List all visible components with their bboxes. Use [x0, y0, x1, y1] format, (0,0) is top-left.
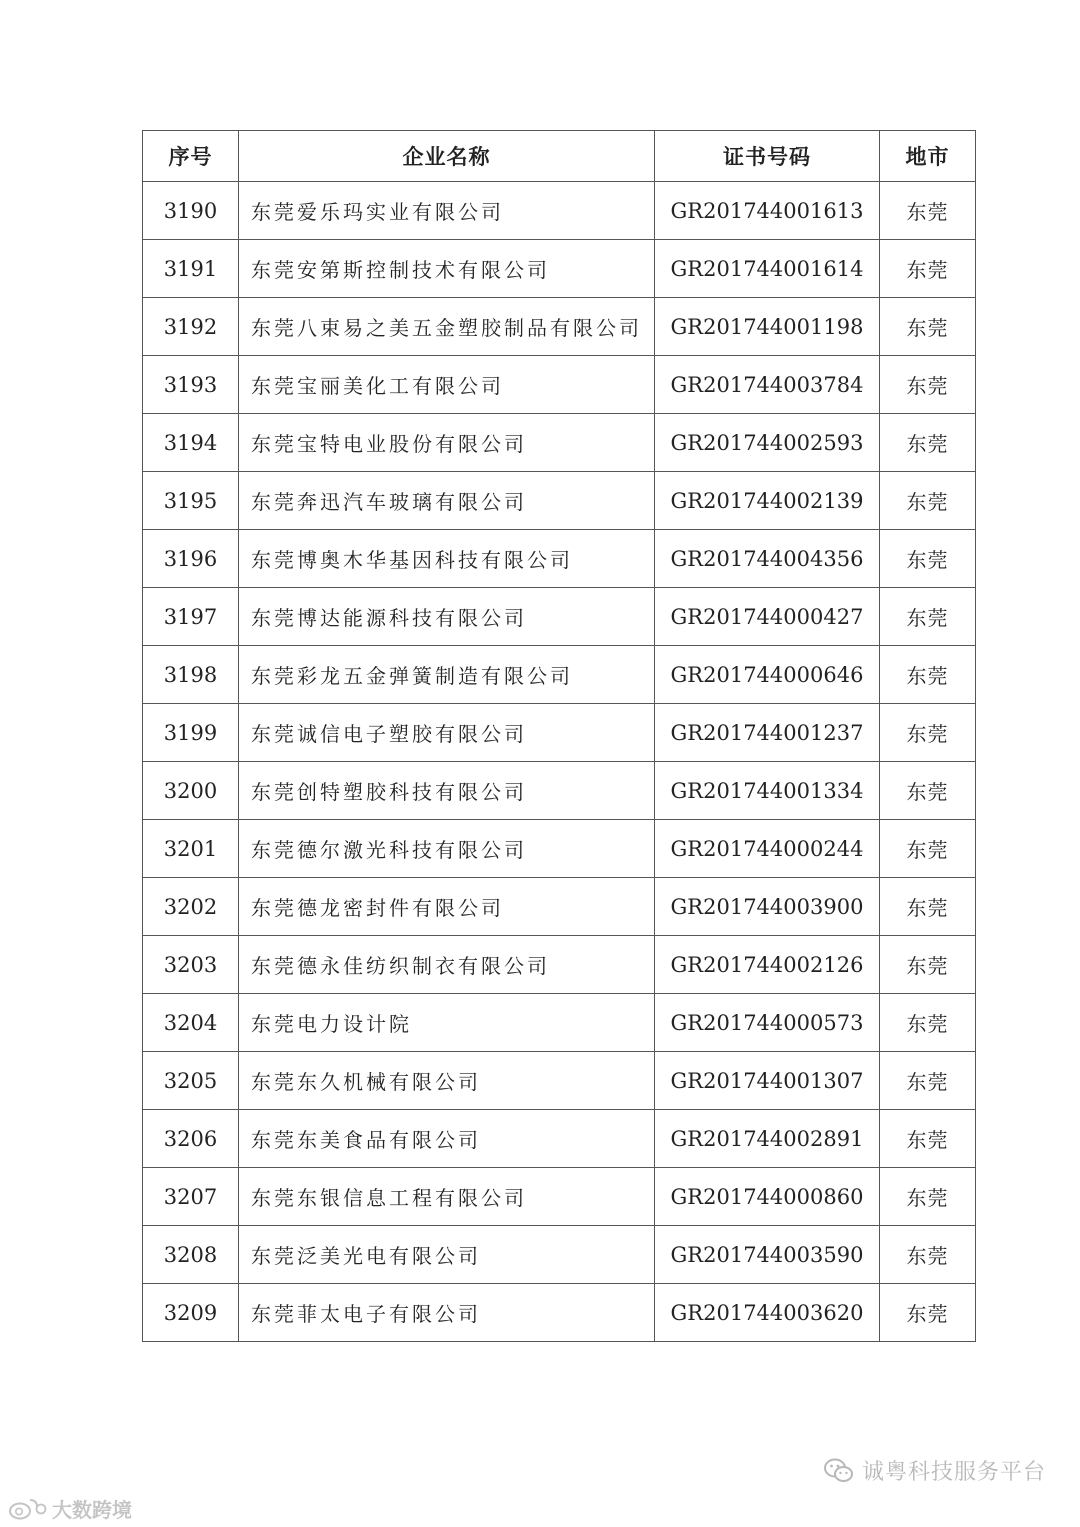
company-name-cell: 东莞宝丽美化工有限公司 — [239, 356, 655, 414]
city-cell: 东莞 — [880, 820, 976, 878]
company-name-cell: 东莞德龙密封件有限公司 — [239, 878, 655, 936]
table-row — [143, 1052, 976, 1110]
company-name-cell: 东莞东银信息工程有限公司 — [239, 1168, 655, 1226]
table-row — [143, 936, 976, 994]
table-row — [143, 1168, 976, 1226]
table-body — [143, 182, 976, 1342]
certificate-number-cell: GR201744000573 — [655, 994, 880, 1052]
company-name-cell: 东莞德永佳纺织制衣有限公司 — [239, 936, 655, 994]
seq-cell: 3199 — [143, 704, 239, 762]
table-row — [143, 878, 976, 936]
weibo-icon — [8, 1497, 48, 1521]
seq-cell: 3198 — [143, 646, 239, 704]
header-seq: 序号 — [143, 131, 239, 182]
seq-cell: 3191 — [143, 240, 239, 298]
certificate-number-cell: GR201744000427 — [655, 588, 880, 646]
company-name-cell: 东莞德尔激光科技有限公司 — [239, 820, 655, 878]
company-name-cell: 东莞八束易之美五金塑胶制品有限公司 — [239, 298, 655, 356]
certificate-number-cell: GR201744002126 — [655, 936, 880, 994]
city-cell: 东莞 — [880, 1284, 976, 1342]
certificate-number-cell: GR201744001198 — [655, 298, 880, 356]
certificate-number-cell: GR201744001237 — [655, 704, 880, 762]
city-cell: 东莞 — [880, 298, 976, 356]
seq-cell: 3197 — [143, 588, 239, 646]
seq-cell: 3207 — [143, 1168, 239, 1226]
certificate-number-cell: GR201744004356 — [655, 530, 880, 588]
company-name-cell: 东莞菲太电子有限公司 — [239, 1284, 655, 1342]
certificate-number-cell: GR201744001307 — [655, 1052, 880, 1110]
company-name-cell: 东莞爱乐玛实业有限公司 — [239, 182, 655, 240]
seq-cell: 3206 — [143, 1110, 239, 1168]
seq-cell: 3190 — [143, 182, 239, 240]
table-row — [143, 182, 976, 240]
weibo-watermark-text: 大数跨境 — [52, 1498, 132, 1522]
seq-cell: 3193 — [143, 356, 239, 414]
wechat-icon — [824, 1458, 854, 1484]
city-cell: 东莞 — [880, 1052, 976, 1110]
city-cell: 东莞 — [880, 588, 976, 646]
city-cell: 东莞 — [880, 356, 976, 414]
wechat-watermark-text: 诚粤科技服务平台 — [861, 1460, 1046, 1485]
city-cell: 东莞 — [880, 1110, 976, 1168]
seq-cell: 3200 — [143, 762, 239, 820]
seq-cell: 3204 — [143, 994, 239, 1052]
seq-cell: 3209 — [143, 1284, 239, 1342]
header-cert: 证书号码 — [655, 131, 880, 182]
table-row — [143, 1110, 976, 1168]
company-name-cell: 东莞奔迅汽车玻璃有限公司 — [239, 472, 655, 530]
header-row — [143, 131, 976, 182]
company-name-cell: 东莞安第斯控制技术有限公司 — [239, 240, 655, 298]
company-name-cell: 东莞诚信电子塑胶有限公司 — [239, 704, 655, 762]
seq-cell: 3196 — [143, 530, 239, 588]
seq-cell: 3192 — [143, 298, 239, 356]
seq-cell: 3194 — [143, 414, 239, 472]
city-cell: 东莞 — [880, 182, 976, 240]
header-city: 地市 — [880, 131, 976, 182]
city-cell: 东莞 — [880, 1226, 976, 1284]
seq-cell: 3201 — [143, 820, 239, 878]
city-cell: 东莞 — [880, 530, 976, 588]
certificate-number-cell: GR201744002139 — [655, 472, 880, 530]
table-row — [143, 1226, 976, 1284]
seq-cell: 3208 — [143, 1226, 239, 1284]
certificate-number-cell: GR201744003784 — [655, 356, 880, 414]
certificate-number-cell: GR201744000646 — [655, 646, 880, 704]
city-cell: 东莞 — [880, 936, 976, 994]
certificate-number-cell: GR201744000860 — [655, 1168, 880, 1226]
certificate-number-cell: GR201744002593 — [655, 414, 880, 472]
city-cell: 东莞 — [880, 878, 976, 936]
table-row — [143, 298, 976, 356]
seq-cell: 3205 — [143, 1052, 239, 1110]
company-name-cell: 东莞博奥木华基因科技有限公司 — [239, 530, 655, 588]
seq-cell: 3203 — [143, 936, 239, 994]
company-name-cell: 东莞东美食品有限公司 — [239, 1110, 655, 1168]
company-name-cell: 东莞泛美光电有限公司 — [239, 1226, 655, 1284]
company-name-cell: 东莞东久机械有限公司 — [239, 1052, 655, 1110]
certificate-number-cell: GR201744003620 — [655, 1284, 880, 1342]
certificate-number-cell: GR201744003900 — [655, 878, 880, 936]
table-row — [143, 704, 976, 762]
company-table — [142, 130, 976, 1342]
city-cell: 东莞 — [880, 762, 976, 820]
table-row — [143, 530, 976, 588]
company-name-cell: 东莞创特塑胶科技有限公司 — [239, 762, 655, 820]
table-row — [143, 588, 976, 646]
table-row — [143, 994, 976, 1052]
table-row — [143, 240, 976, 298]
certificate-number-cell: GR201744002891 — [655, 1110, 880, 1168]
table-row — [143, 356, 976, 414]
weibo-watermark — [8, 1494, 132, 1523]
city-cell: 东莞 — [880, 472, 976, 530]
certificate-number-cell: GR201744001614 — [655, 240, 880, 298]
certificate-number-cell: GR201744000244 — [655, 820, 880, 878]
city-cell: 东莞 — [880, 240, 976, 298]
city-cell: 东莞 — [880, 994, 976, 1052]
city-cell: 东莞 — [880, 646, 976, 704]
city-cell: 东莞 — [880, 704, 976, 762]
seq-cell: 3202 — [143, 878, 239, 936]
table-row — [143, 762, 976, 820]
certificate-number-cell: GR201744001613 — [655, 182, 880, 240]
company-name-cell: 东莞博达能源科技有限公司 — [239, 588, 655, 646]
table-row — [143, 472, 976, 530]
table-row — [143, 1284, 976, 1342]
city-cell: 东莞 — [880, 414, 976, 472]
city-cell: 东莞 — [880, 1168, 976, 1226]
header-company: 企业名称 — [239, 131, 655, 182]
wechat-watermark — [824, 1455, 1046, 1486]
seq-cell: 3195 — [143, 472, 239, 530]
company-name-cell: 东莞宝特电业股份有限公司 — [239, 414, 655, 472]
certificate-number-cell: GR201744001334 — [655, 762, 880, 820]
company-name-cell: 东莞彩龙五金弹簧制造有限公司 — [239, 646, 655, 704]
certificate-number-cell: GR201744003590 — [655, 1226, 880, 1284]
table-row — [143, 414, 976, 472]
company-name-cell: 东莞电力设计院 — [239, 994, 655, 1052]
table-header — [143, 131, 976, 182]
table-row — [143, 820, 976, 878]
table-row — [143, 646, 976, 704]
